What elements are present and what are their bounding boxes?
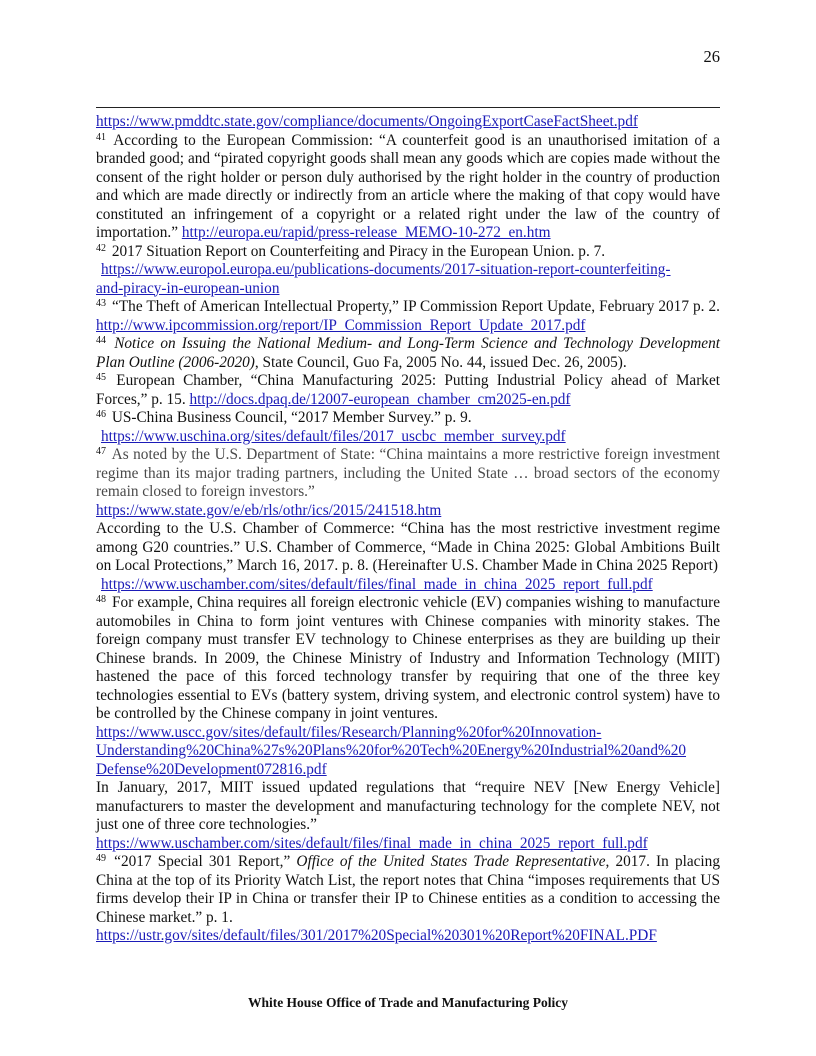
endnote-fn48 (96, 594, 720, 724)
endnote-fn44 (96, 335, 720, 372)
endnote-link[interactable]: https://www.uschamber.com/sites/default/files/final_made_in_china_2025_report_full.pdf (101, 575, 653, 593)
endnote-fn46 (96, 409, 720, 446)
endnote-fn45 (96, 372, 720, 409)
endnote-number: 43 (96, 298, 106, 309)
endnote-number: 48 (96, 594, 106, 605)
endnote-text: US-China Business Council, “2017 Member Survey.” p. 9. (108, 409, 472, 426)
endnote-fn47-chamber (96, 520, 720, 576)
endnote-link[interactable]: https://www.uschamber.com/sites/default/files/final_made_in_china_2025_report_full.pdf (96, 834, 648, 852)
endnote-fn47-link (96, 502, 720, 521)
footnote-separator (96, 107, 720, 108)
endnote-number: 49 (96, 853, 106, 864)
endnote-link[interactable]: https://www.uschina.org/sites/default/files/2017_uscbc_member_survey.pdf (101, 427, 566, 445)
page-footer: White House Office of Trade and Manufacturing Policy (247, 995, 569, 1010)
endnotes (96, 113, 720, 946)
endnote-number: 41 (96, 131, 106, 143)
endnote-fn49 (96, 853, 720, 927)
endnote-number: 46 (96, 409, 106, 420)
endnote-text: For example, China requires all foreign electronic vehicle (EV) companies wishing to manufacture automobiles in China to form joint ventures with Chinese companies with minority stakes. The foreign company must transfer EV technology to Chinese enterprises as they are building up their Chinese brands. In 2009, the Chinese Ministry of Industry and Information Technology (MIIT) hastened the pace of this forced technology transfer by requiring that one of the three key technologies essential to EVs (battery system, driving system, and electronic control system) have to be controlled by the Chinese company in joint ventures. (96, 594, 720, 722)
endnote-fn48-link (96, 724, 720, 780)
endnote-fn47-chamber-link (96, 576, 720, 595)
endnote-link[interactable]: https://www.uscc.gov/sites/default/files/Research/Planning%20for%20Innovation- (96, 723, 602, 741)
endnote-fn43 (96, 298, 720, 335)
endnote-fn48-miit (96, 779, 720, 835)
endnote-fn49-link (96, 927, 720, 946)
endnote-italic-text: Office of the United States Trade Representative (296, 853, 606, 870)
endnote-text: “The Theft of American Intellectual Property,” IP Commission Report Update, February 2017 p. 2. (108, 298, 720, 315)
endnote-italic-text: Notice on Issuing the National Medium- and Long-Term Science and Technology Development Plan Outline (2006-2020) (96, 335, 720, 371)
endnote-quote: As noted by the U.S. Department of State: “China maintains a more restrictive foreign investment regime than its major trading partners, including the United State … broad sectors of the economy remain closed to foreign investors.” (96, 446, 720, 500)
endnote-text: , 2017. In placing China at the top of its Priority Watch List, the report notes that China “imposes requirements that US firms develop their IP in China or transfer their IP to Chinese entities as a condition to accessing the Chinese market.” p. 1. (96, 853, 720, 926)
endnote-link[interactable]: https://www.europol.europa.eu/publications-documents/2017-situation-report-counterfeiting- (101, 261, 671, 278)
page-number: 26 (703, 47, 720, 66)
endnote-text: European Chamber, “China Manufacturing 2025: Putting Industrial Policy ahead of Market Forces,” p. 15. (96, 372, 720, 408)
endnote-text: 2017 Situation Report on Counterfeiting and Piracy in the European Union. p. 7. (108, 242, 606, 260)
endnote-link[interactable]: https://www.state.gov/e/eb/rls/othr/ics/2015/241518.htm (96, 501, 442, 519)
endnote-text: In January, 2017, MIIT issued updated regulations that “require NEV [New Energy Vehicle] manufacturers to master the development and manufacturing technology for the complete NEV, not just one of three core technologies.” (96, 779, 720, 833)
endnote-number: 44 (96, 335, 106, 346)
endnote-text: According to the U.S. Chamber of Commerce: “China has the most restrictive investment regime among G20 countries.” U.S. Chamber of Commerce, “Made in China 2025: Global Ambitions Built on Local Protections,” March 16, 2017. p. 8. (Hereinafter U.S. Chamber Made in China 2025 Report) (96, 520, 720, 574)
endnote-link[interactable]: http://docs.dpaq.de/12007-european_chamber_cm2025-en.pdf (189, 390, 571, 408)
endnote-link[interactable]: http://europa.eu/rapid/press-release_MEMO-10-272_en.htm (181, 224, 551, 241)
endnote-fn48-miit-link (96, 835, 720, 854)
endnote-text: “2017 Special 301 Report,” (108, 853, 297, 870)
endnote-carry-link (96, 113, 720, 132)
endnote-text: , State Council, Guo Fa, 2005 No. 44, issued Dec. 26, 2005). (254, 353, 627, 371)
endnote-number: 45 (96, 372, 106, 383)
endnote-link[interactable]: https://www.pmddtc.state.gov/compliance/documents/OngoingExportCaseFactSheet.pdf (96, 113, 638, 130)
endnote-fn41 (96, 132, 720, 243)
endnote-fn42 (96, 243, 720, 299)
endnote-link[interactable]: Understanding%20China%27s%20Plans%20for%20Tech%20Energy%20Industrial%20and%20 (96, 742, 687, 759)
endnote-text: According to the European Commission: “A counterfeit good is an unauthorised imitation of a branded good; and “pirated copyright goods shall mean any goods which are copies made without the consent of the right holder or person duly authorised by the right holder in the country of production and which are made directly or indirectly from an article where the making of that copy would have constituted an infringement of a copyright or a related right under the law of the country of importation.” (96, 131, 720, 241)
endnote-link[interactable]: http://www.ipcommission.org/report/IP_Commission_Report_Update_2017.pdf (96, 316, 586, 334)
endnote-link[interactable]: https://ustr.gov/sites/default/files/301/2017%20Special%20301%20Report%20FINAL.PDF (96, 927, 657, 944)
endnote-link[interactable]: and-piracy-in-european-union (96, 279, 280, 297)
endnote-link[interactable]: Defense%20Development072816.pdf (96, 760, 327, 778)
endnote-number: 47 (96, 446, 106, 457)
endnote-number: 42 (96, 242, 106, 254)
endnote-fn47 (96, 446, 720, 502)
